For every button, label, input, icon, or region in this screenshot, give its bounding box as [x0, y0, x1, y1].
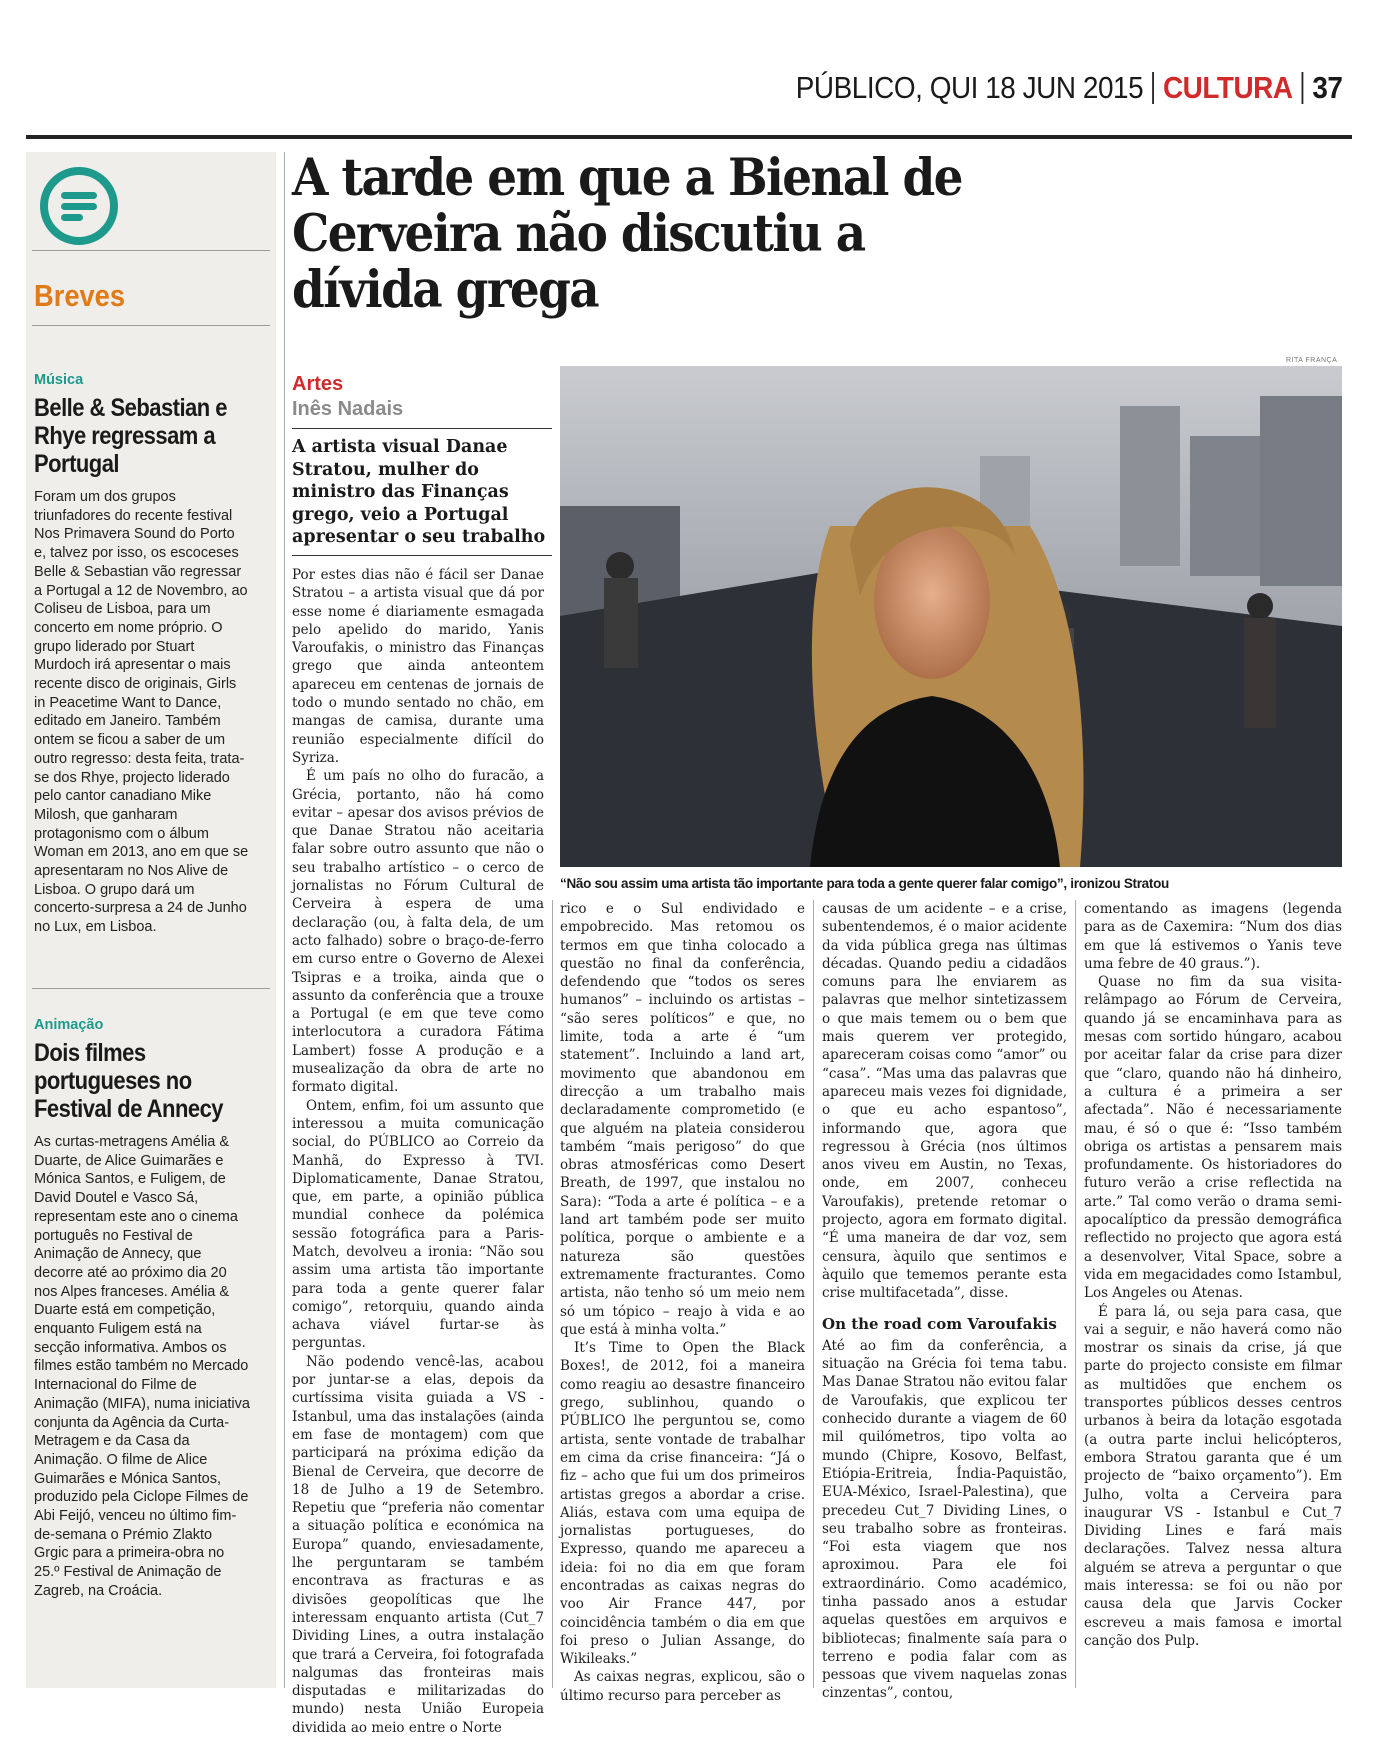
article-byline: Inês Nadais — [292, 398, 404, 420]
article-subhead: On the road com Varoufakis — [822, 1314, 1057, 1333]
brief-headline: Belle & Sebastian e Rhye regressam a Portugal — [34, 394, 227, 478]
publication-date: PÚBLICO, QUI 18 JUN 2015 — [795, 70, 1143, 105]
page-header — [795, 66, 1342, 110]
article-lead: A artista visual Danae Stratou, mulher do ministro das Finanças grego, veio a Portugal apresentar o seu trabalho — [292, 437, 546, 547]
brief-kicker: Música — [34, 372, 84, 388]
article-paragraph: Até ao fim da conferência, a situação na Grécia foi tema tabu. Mas Danae Stratou não evitou falar de Varoufakis, que explicou ter conhecido durante a viagem de 60 mil quilómetros, tipo volta ao mundo (Chipre, Kosovo, Belfast, Etiópia-Eritreia, Índia-Paquistão, EUA-México, Israel-Palestina), que precedeu Cut_7 Dividing Lines, o seu trabalho sobre as fronteiras. “Foi esta viagem que nos aproximou. Para ele foi extraordinário. Como académico, tinha passado anos a estudar aquelas questões em arquivos e bibliotecas; finalmente saía para o terreno e podia falar com as pessoas que vivem naquelas zonas cinzentas”, contou, — [822, 1337, 1067, 1702]
sidebar-divider — [32, 988, 270, 989]
header-rule — [26, 135, 1352, 139]
breves-menu-icon — [38, 165, 120, 247]
header-divider — [1152, 72, 1154, 104]
article-column-1 — [292, 566, 544, 1737]
header-divider — [1301, 72, 1303, 104]
brief-body: Foram um dos grupos triunfadores do recente festival Nos Primavera Sound do Porto e, talvez por isso, os escoceses Belle & Sebastian vão regressar a Portugal a 12 de Novembro, ao Coliseu de Lisboa, para um concerto em nome próprio. O grupo liderado por Stuart Murdoch irá apresentar o mais recente disco de originais, Girls in Peacetime Want to Dance, editado em Janeiro. Também ontem se ficou a saber de um outro regresso: desta feita, trata-se dos Rhye, projecto liderado pelo cantor canadiano Mike Milosh, que ganharam protagonismo com o álbum Woman em 2013, ano em que se apresentaram no Nos Alive de Lisboa. O grupo dará um concerto-surpresa a 24 de Junho no Lux, em Lisboa. — [34, 489, 249, 936]
sidebar-title: Breves — [34, 278, 126, 313]
sidebar-divider — [32, 250, 270, 251]
article-paragraph: comentando as imagens (legenda para as de Caxemira: “Num dos dias em que lá estivemos o Yanis teve uma febre de 40 graus.”). — [1084, 901, 1342, 972]
column-rule — [552, 900, 553, 1688]
photo-credit: RITA FRANÇA — [1286, 357, 1338, 364]
article-paragraph: It’s Time to Open the Black Boxes!, de 2012, foi a maneira como reagiu ao desastre financeiro grego, sublinhou, quando o PÚBLICO lhe perguntou se, como artista, sente vontade de trabalhar em cima da crise financeira: “Já o fiz – acho que fui um dos primeiros artistas gregos a abordar a crise. Aliás, estava com uma equipa de jornalistas portugueses, do Expresso, quando me apareceu a ideia: foi no dia em que foram encontradas as caixas negras do voo Air France 447, por coincidência também o dia em que foi preso o Julian Assange, do Wikileaks.” — [560, 1340, 805, 1668]
article-paragraph: É para lá, ou seja para casa, que vai a seguir, e não haverá como não mostrar os sinais da crise, já que parte do projecto consiste em filmar as multidões que enchem os transportes públicos desses centros urbanos à beira da lotação esgotada (a outra parte inclui helicópteros, embora Stratou garanta que é um projecto de “baixo orçamento”). Em Julho, volta a Cerveira para inaugurar VS - Istanbul e Cut_7 Dividing Lines e fará mais declarações. Talvez nessa altura alguém se atreva a perguntar o que mais interessa: se foi ou não por causa dela que Jarvis Cocker escreveu a mais famosa e imortal canção dos Pulp. — [1084, 1303, 1342, 1649]
article-paragraph: Ontem, enfim, foi um assunto que interessou a muita comunicação social, do PÚBLICO ao Correio da Manhã, do Expresso à TVI. Diplomaticamente, Danae Stratou, que, em parte, a opinião pública mundial conhece da polémica sessão fotográfica para a Paris-Match, devolveu a ironia: “Não sou assim uma artista tão importante para toda a gente querer falar comigo”, retorquiu, quando ainda achava viável furtar-se às perguntas. — [292, 1097, 544, 1352]
article-paragraph: Quase no fim da sua visita-relâmpago ao Fórum de Cerveira, quando já se encaminhava para as mesas com sortido húngaro, acabou por aceitar falar da crise para dizer que “claro, quando não há dinheiro, a cultura é a primeira a ser afectada”. Não é necessariamente mau, é só o que é: “Isso também obriga os artistas a pensarem mais profundamente. Os historiadores do futuro verão a crise reflectida na arte.” Tal como verão o drama semi-apocalíptico da pressão demográfica reflectido no projecto que agora está a desenvolver, Vital Space, sobre a vida em megacidades como Istambul, Los Angeles ou Atenas. — [1084, 974, 1342, 1302]
article-paragraph: As caixas negras, explicou, são o último recurso para perceber as — [560, 1669, 805, 1704]
article-paragraph: rico e o Sul endividado e empobrecido. Mas retomou os termos em que tinha colocado a questão no final da conferência, defendendo que “todos os seres humanos” – incluindo os artistas – “são seres políticos” e que, no limite, toda a arte é “um statement”. Incluindo a land art, movimento que abandonou em direcção a um trabalho mais declaradamente comprometido (e que alguém na plateia considerou também “mais perigoso” do que obras atmosféricas como Desert Breath, de 1997, que instalou no Sara): “Toda a arte é política – e a land art também pode ser muito política, porque o ambiente e a natureza são questões extremamente fracturantes. Como artista, não tenho só um meio nem só um tópico – reajo à vida e ao que está à minha volta.” — [560, 901, 805, 1338]
article-headline: A tarde em que a Bienal de Cerveira não discutiu a dívida grega — [292, 148, 962, 320]
brief-body: As curtas-metragens Amélia & Duarte, de Alice Guimarães e Mónica Santos, e Fuligem, de David Doutel e Vasco Sá, representam este ano o cinema português no Festival de Animação de Annecy, que decorre até ao próximo dia 20 nos Alpes franceses. Amélia & Duarte está em competição, enquanto Fuligem está na secção informativa. Ambos os filmes estão também no Mercado Internacional do Filme de Animação (MIFA), numa iniciativa conjunta da Agência da Curta-Metragem e da Casa da Animação. O filme de Alice Guimarães e Mónica Santos, produzido pela Ciclope Filmes de Abi Feijó, venceu no último fim-de-semana o Prémio Zlakto Grgic para a primeira-obra no 25.º Festival de Animação de Zagreb, na Croácia. — [34, 1134, 250, 1599]
article-paragraph: Por estes dias não é fácil ser Danae Stratou – a artista visual que dá por esse nome é diariamente esmagada pelo apelido do marido, Yanis Varoufakis, o ministro das Finanças grego que ainda anteontem apareceu em centenas de jornais de todo o mundo sentado no chão, em mangas de camisa, durante uma reunião especialmente difícil do Syriza. — [292, 567, 544, 766]
article-column-4 — [1084, 900, 1342, 1650]
brief-kicker: Animação — [34, 1017, 104, 1033]
lead-rule — [292, 428, 552, 429]
article-paragraph: É um país no olho do furacão, a Grécia, portanto, não há como evitar – apesar dos avisos prévios de que Danae Stratou não aceitaria falar sobre outro assunto que não o seu trabalho artístico – o cerco de jornalistas no Fórum Cultural de Cerveira à espera de uma declaração (ou, à falta dela, de um acto falhado) sobre o braço-de-ferro em curso entre o Governo de Alexei Tsipras e a troika, ainda que o assunto da conferência que a trouxe a Portugal (e em que teve como interlocutora a curadora Fátima Lambert) fosse A produção e a musealização da obra de arte no formato digital. — [292, 768, 544, 1096]
article-photo — [560, 366, 1342, 867]
page-number: 37 — [1311, 70, 1342, 105]
section-name: CULTURA — [1162, 70, 1293, 105]
column-rule — [1075, 900, 1076, 1688]
article-paragraph: causas de um acidente – e a crise, subentendemos, é o maior acidente da vida pública grega nas últimas décadas. Quando pediu a cidadãos comuns para lhe enviarem as palavras que melhor sintetizassem o que mais temem ou o bem que mais querem ver protegido, apareceram coisas como “amor” ou “casa”. “Mas uma das palavras que apareceu mais vezes foi dignidade, o que eu acho espantoso”, informando que, agora que regressou à Grécia (nos últimos anos viveu em Austin, no Texas, onde, em 2007, conheceu Varoufakis), pretende retomar o projecto, agora em formato digital. “É uma maneira de dar voz, sem censura, àquilo que sentimos e àquilo que tememos perante esta crise multifacetada”, disse. — [822, 901, 1067, 1302]
column-rule — [284, 152, 285, 1688]
column-rule — [813, 900, 814, 1688]
photo-caption: “Não sou assim uma artista tão importante para toda a gente querer falar comigo”, ironizou Stratou — [560, 876, 1169, 891]
article-column-3 — [822, 900, 1067, 1703]
sidebar-divider — [32, 325, 270, 326]
lead-rule — [292, 555, 552, 556]
brief-headline: Dois filmes portugueses no Festival de Annecy — [34, 1039, 223, 1123]
article-paragraph: Não podendo vencê-las, acabou por juntar-se a elas, depois da curtíssima visita guiada a VS - Istanbul, uma das instalações (ainda em fase de montagem) com que participará na próxima edição da Bienal de Cerveira, que decorre de 18 de Julho a 19 de Setembro. Repetiu que “preferia não comentar a situação política e económica na Europa” quando, enviesadamente, lhe perguntaram se também encontrava as fracturas e as divisões geopolíticas que lhe interessam enquanto artista (Cut_7 Dividing Lines, a outra instalação que trará a Cerveira, foi fotografada nalgumas das fronteiras mais disputadas e militarizadas do mundo) nesta União Europeia dividida ao meio entre o Norte — [292, 1353, 544, 1736]
article-section: Artes — [292, 373, 344, 395]
article-column-2 — [560, 900, 805, 1705]
